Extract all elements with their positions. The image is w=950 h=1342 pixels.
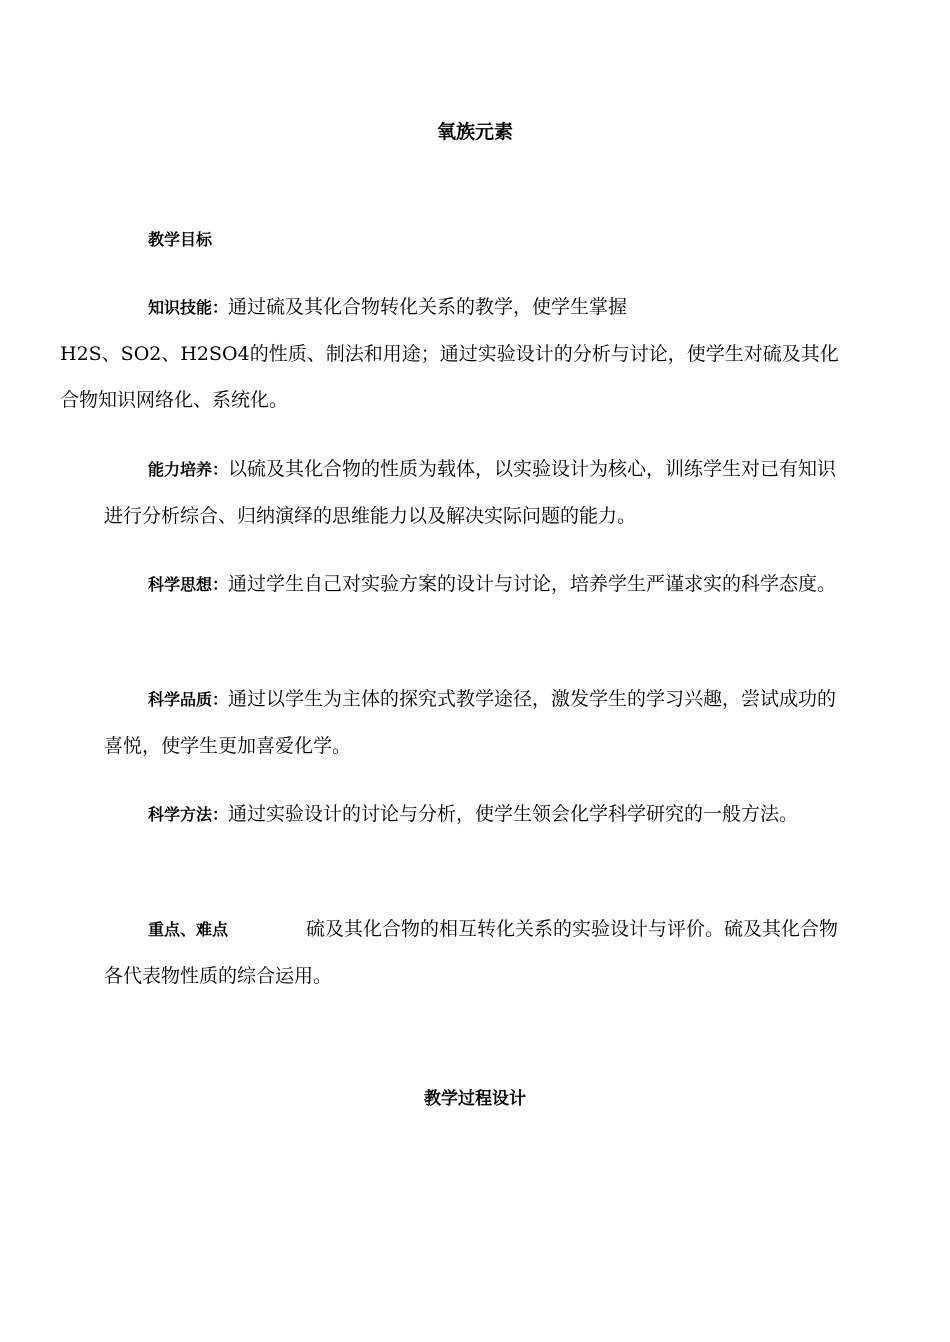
paragraph-label: 重点、难点: [148, 920, 229, 939]
paragraph-text: 以硫及其化合物的性质为载体，以实验设计为核心，训练学生对已有知识进行分析综合、归纳演绎的思维能力以及解决实际问题的能力。: [104, 458, 837, 527]
paragraph-scientific-thinking: [104, 561, 844, 608]
paragraph-text: 通过硫及其化合物转化关系的教学，使学生掌握: [228, 296, 628, 318]
paragraph-knowledge-skills: [60, 284, 844, 423]
paragraph-label: 科学思想：: [148, 575, 229, 594]
paragraph-label: 科学方法：: [148, 805, 229, 824]
paragraph-scientific-quality: [104, 676, 844, 769]
section-heading-teaching-goals: 教学目标: [148, 230, 213, 249]
paragraph-scientific-method: [104, 791, 844, 838]
paragraph-text-continued: H2S、SO2、H2SO4的性质、制法和用途；通过实验设计的分析与讨论，使学生对硫及其化合物知识网络化、系统化。: [60, 343, 839, 411]
paragraph-label: 能力培养：: [148, 460, 229, 479]
section-heading-teaching-process: 教学过程设计: [424, 1089, 526, 1109]
document-title: 氧族元素: [436, 121, 513, 143]
paragraph-ability-training: [104, 446, 844, 539]
paragraph-label: 知识技能：: [148, 298, 229, 317]
paragraph-key-points: [104, 906, 844, 999]
paragraph-text: 硫及其化合物的相互转化关系的实验设计与评价。硫及其化合物各代表物性质的综合运用。: [104, 918, 839, 987]
paragraph-text: 通过以学生为主体的探究式教学途径，激发学生的学习兴趣，尝试成功的喜悦，使学生更加喜爱化学。: [104, 688, 837, 757]
paragraph-text: 通过学生自己对实验方案的设计与讨论，培养学生严谨求实的科学态度。: [228, 573, 837, 595]
paragraph-label: 科学品质：: [148, 690, 229, 709]
paragraph-text: 通过实验设计的讨论与分析，使学生领会化学科学研究的一般方法。: [228, 803, 799, 825]
